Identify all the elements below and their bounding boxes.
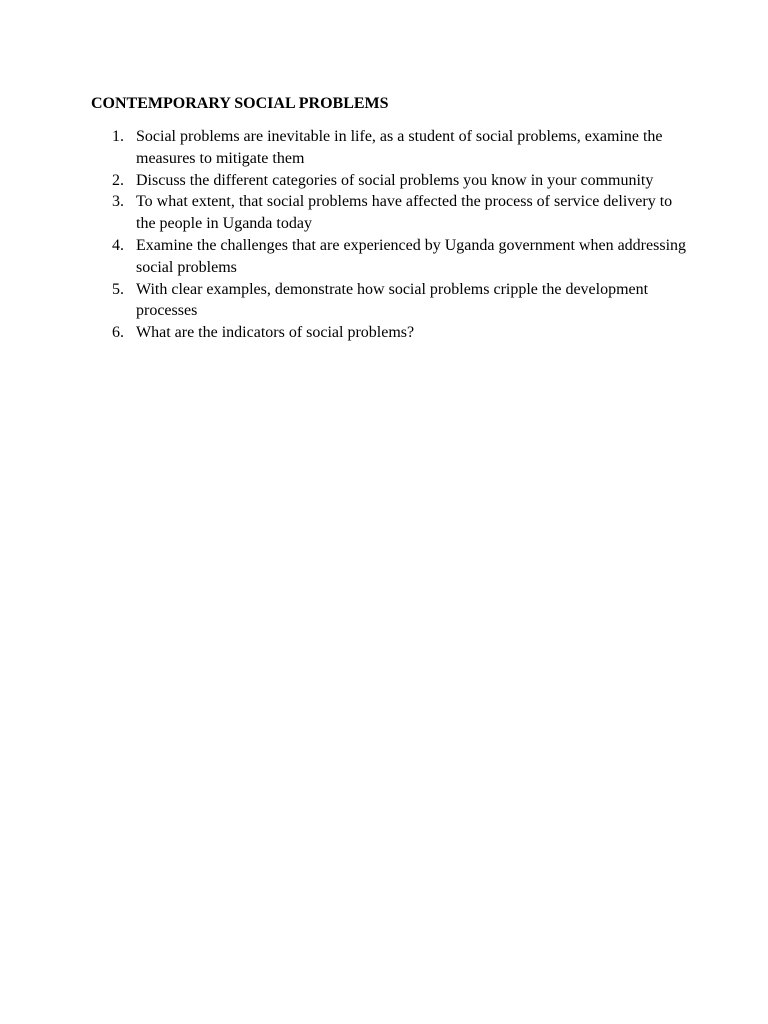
- question-number: 6.: [112, 324, 124, 342]
- question-item: [112, 279, 692, 323]
- question-text: With clear examples, demonstrate how social problems cripple the development processes: [136, 280, 649, 320]
- question-item: [112, 235, 692, 279]
- question-item: [112, 322, 692, 344]
- question-item: [112, 126, 692, 170]
- question-number: 1.: [112, 128, 124, 145]
- question-text: What are the indicators of social problems?: [136, 324, 415, 342]
- question-item: [112, 170, 692, 192]
- question-text: Discuss the different categories of social problems you know in your community: [136, 171, 654, 189]
- question-number: 3.: [112, 193, 124, 211]
- question-text: To what extent, that social problems have affected the process of service delivery to the people in Uganda today: [136, 193, 673, 233]
- question-text: Examine the challenges that are experienced by Uganda government when addressing social problems: [136, 236, 687, 276]
- question-list: [112, 126, 692, 344]
- document-title: CONTEMPORARY SOCIAL PROBLEMS: [91, 95, 389, 112]
- question-text: Social problems are inevitable in life, as a student of social problems, examine the measures to mitigate them: [136, 128, 663, 167]
- question-number: 4.: [112, 236, 124, 254]
- question-number: 2.: [112, 171, 124, 189]
- question-number: 5.: [112, 280, 124, 298]
- question-item: [112, 191, 692, 235]
